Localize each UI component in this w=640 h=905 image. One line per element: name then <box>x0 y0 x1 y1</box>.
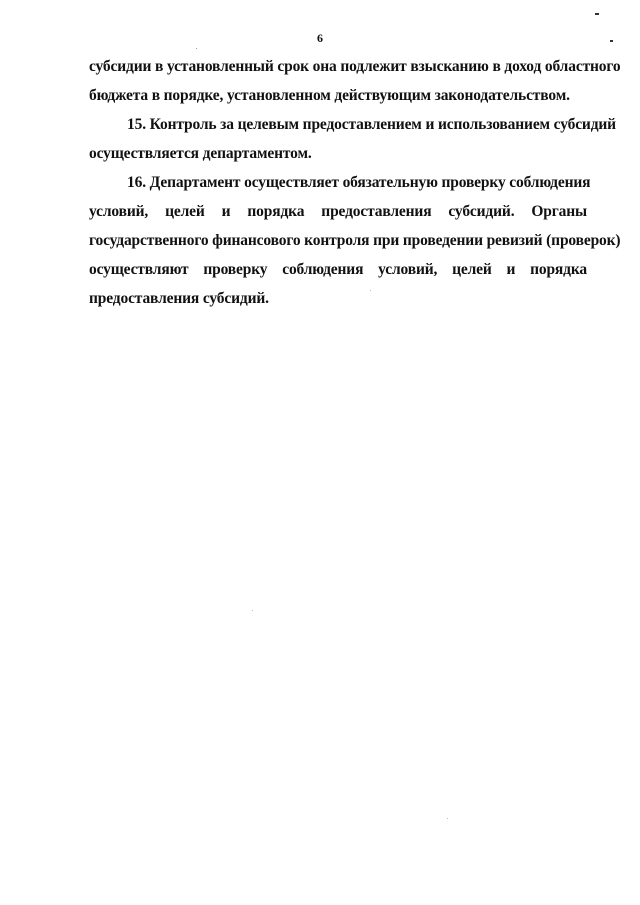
text-line: 16. Департамент осуществляет обязательную проверку соблюдения <box>127 174 591 191</box>
text-line: осуществляется департаментом. <box>89 145 312 162</box>
scan-speck <box>447 818 448 819</box>
text-line: государственного финансового контроля при проведении ревизий (проверок) <box>89 232 621 249</box>
text-line: предоставления субсидий. <box>89 290 269 307</box>
paragraph-15 <box>89 110 616 168</box>
scan-speck <box>252 610 253 611</box>
text-line: осуществляют проверку соблюдения условий, целей и порядка <box>89 261 587 278</box>
scan-speck <box>595 13 599 15</box>
document-body <box>89 52 621 313</box>
text-line: бюджета в порядке, установленном действующим законодательством. <box>89 87 570 104</box>
text-line: субсидии в установленный срок она подлежит взысканию в доход областного <box>89 58 621 75</box>
scan-speck <box>196 48 197 49</box>
text-line: условий, целей и порядка предоставления субсидий. Органы <box>89 203 587 220</box>
page-number: 6 <box>317 31 323 45</box>
paragraph-continuation <box>89 52 621 110</box>
text-line: 15. Контроль за целевым предоставлением и использованием субсидий <box>127 116 616 133</box>
paragraph-16 <box>89 168 621 313</box>
